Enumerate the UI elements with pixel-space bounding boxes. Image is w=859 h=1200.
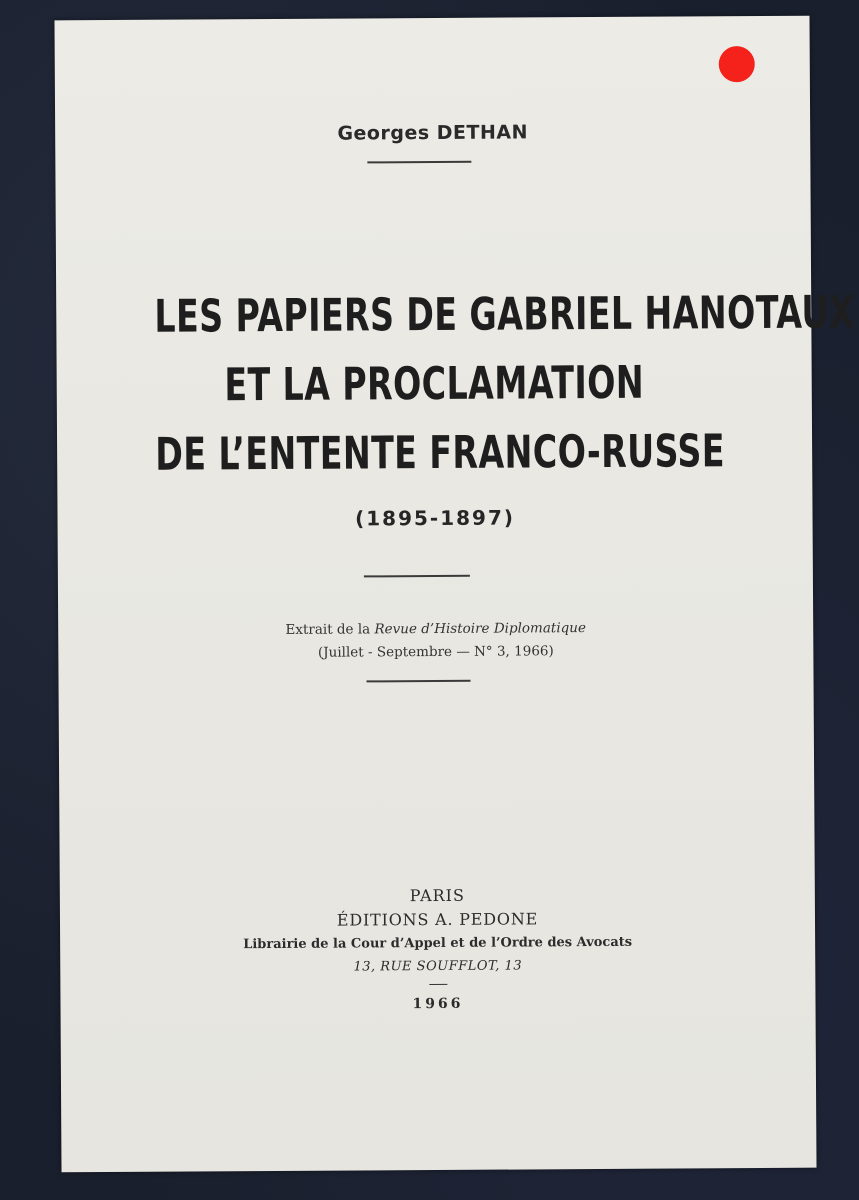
journal-name: Revue d’Histoire Diplomatique bbox=[374, 620, 586, 638]
publication-year: 1966 bbox=[412, 996, 464, 1013]
publisher-name: ÉDITIONS A. PEDONE bbox=[336, 909, 539, 930]
title-line-2: ET LA PROCLAMATION bbox=[224, 355, 645, 412]
title-block bbox=[56, 278, 855, 490]
title-years: (1895-1897) bbox=[354, 505, 516, 531]
extract-prefix: Extrait de la bbox=[285, 621, 375, 638]
publisher-city: PARIS bbox=[409, 885, 465, 906]
publisher-address: 13, RUE SOUFFLOT, 13 bbox=[353, 958, 523, 975]
title-rule bbox=[364, 575, 470, 577]
publisher-block bbox=[60, 882, 816, 1018]
extract-issue: (Juillet - Septembre — N° 3, 1966) bbox=[317, 643, 554, 661]
publisher-library: Librairie de la Cour d’Appel et de l’Ordre des Avocats bbox=[243, 934, 633, 953]
extract-rule bbox=[367, 680, 471, 682]
author-rule bbox=[367, 161, 471, 163]
red-dot-sticker bbox=[719, 46, 755, 82]
title-line-3: DE L’ENTENTE FRANCO-RUSSE bbox=[155, 424, 726, 481]
author-name: Georges DETHAN bbox=[337, 121, 529, 145]
publisher-dash bbox=[429, 984, 447, 985]
extract-note bbox=[58, 616, 813, 667]
title-line-1: LES PAPIERS DE GABRIEL HANOTAUX bbox=[154, 285, 855, 343]
pamphlet-cover bbox=[54, 16, 855, 1173]
